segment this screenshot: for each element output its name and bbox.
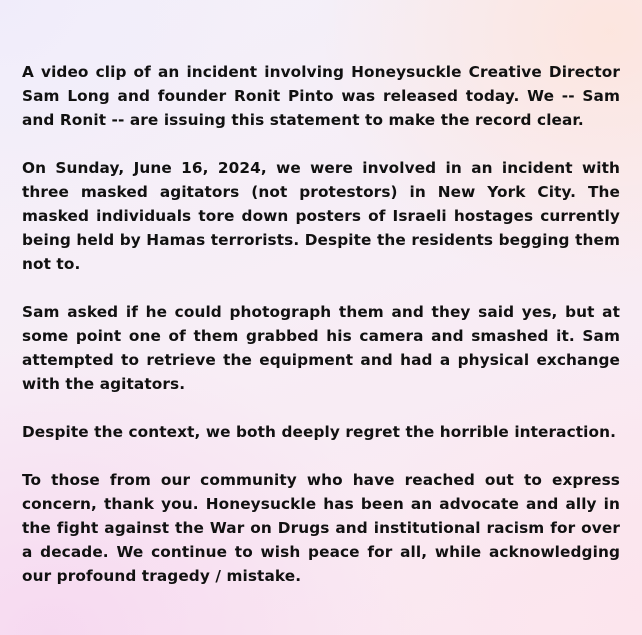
statement-paragraph-intro: A video clip of an incident involving Honeysuckle Creative Director Sam Long and founder Ronit Pinto was released today. We -- Sam and Ronit -- are issuing this statement to make the record clear. bbox=[22, 63, 620, 129]
statement-paragraph-regret: Despite the context, we both deeply regret the horrible interaction. bbox=[22, 423, 617, 441]
statement-paragraph-camera: Sam asked if he could photograph them and they said yes, but at some point one of them grabbed his camera and smashed it. Sam attempted to retrieve the equipment and had a physical exchange with the agitators. bbox=[22, 303, 620, 393]
statement-paragraph-incident: On Sunday, June 16, 2024, we were involved in an incident with three masked agitators (not protestors) in New York City. The masked individuals tore down posters of Israeli hostages currently being held by Hamas terrorists. Despite the residents begging them not to. bbox=[22, 159, 620, 273]
statement-paragraph-community: To those from our community who have reached out to express concern, thank you. Honeysuckle has been an advocate and ally in the fight against the War on Drugs and institutional racism for over a decade. We continue to wish peace for all, while acknowledging our profound tragedy / mistake. bbox=[22, 471, 620, 585]
statement-body bbox=[22, 60, 620, 588]
